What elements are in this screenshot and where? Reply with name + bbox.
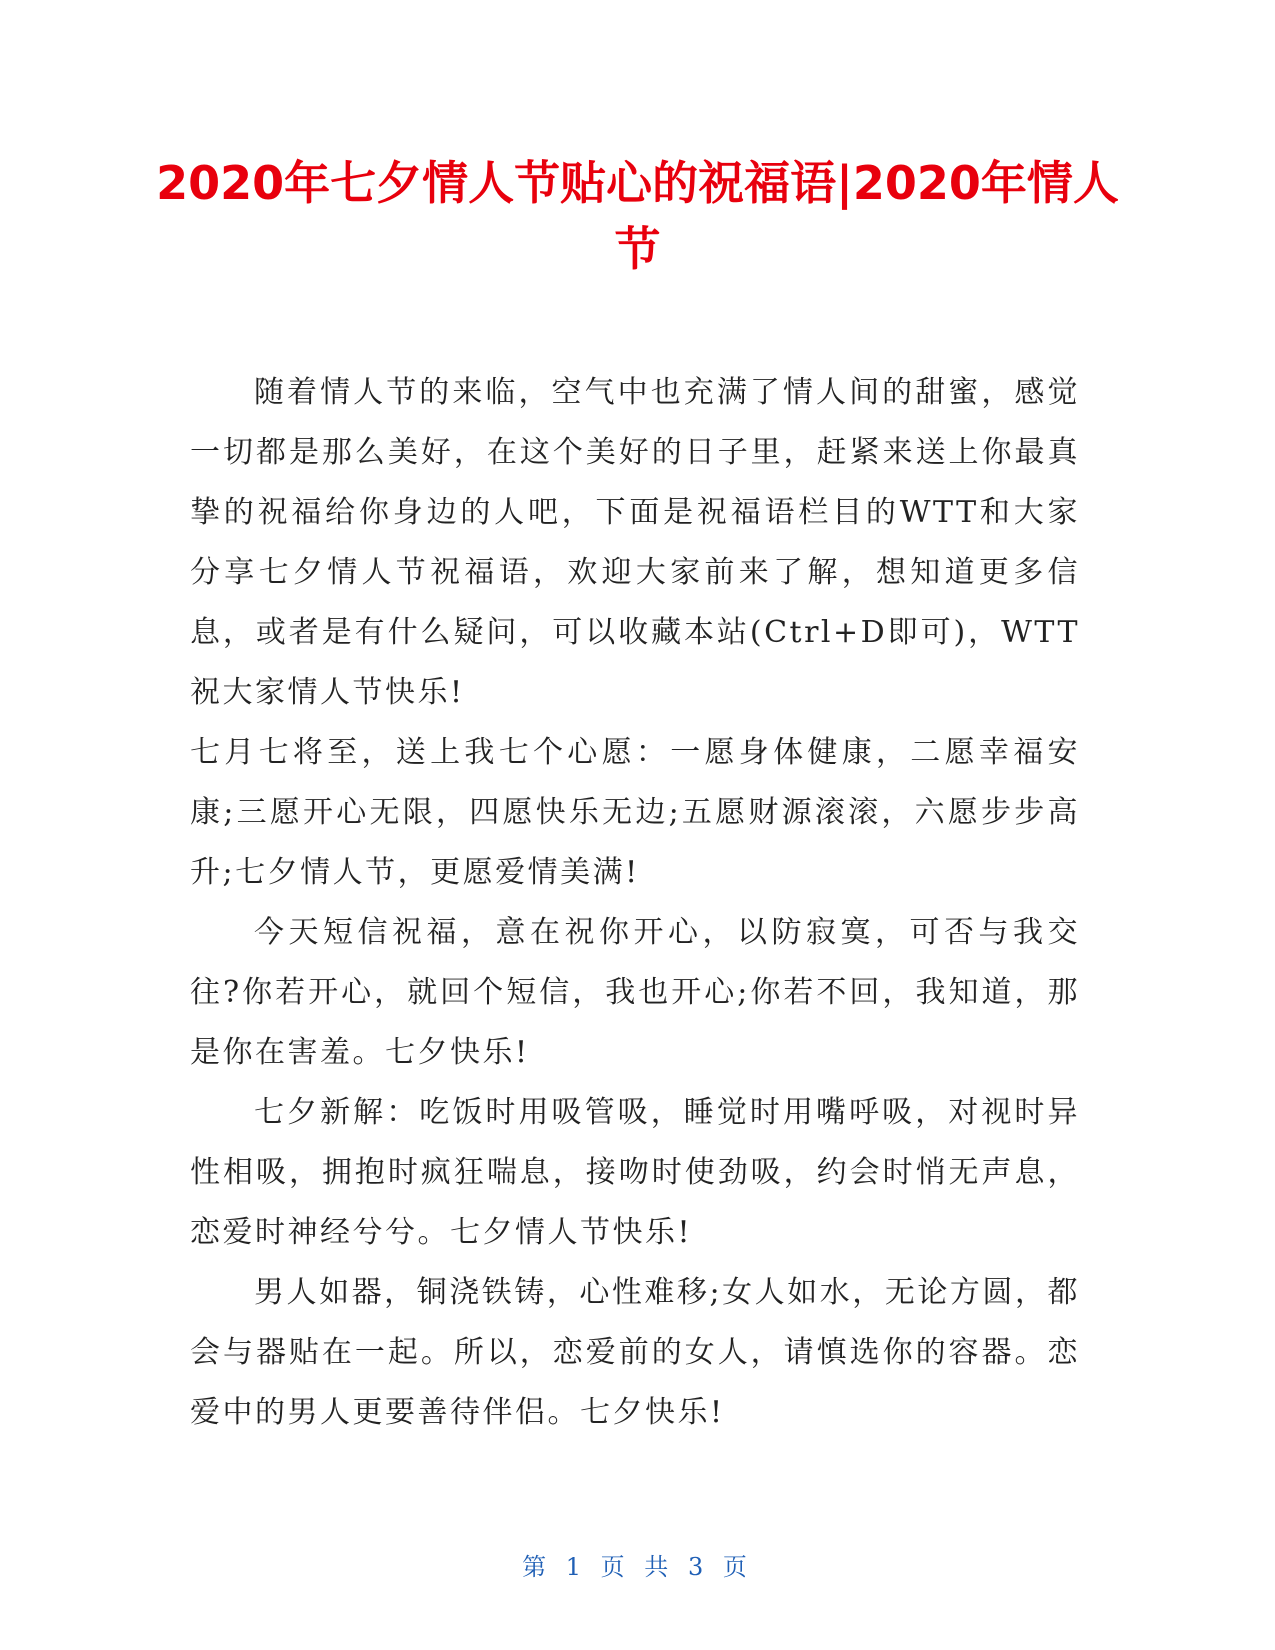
paragraph-man-woman: 男人如器，铜浇铁铸，心性难移;女人如水，无论方圆，都会与器贴在一起。所以，恋爱前的女人，请慎选你的容器。恋爱中的男人更要善待伴侣。七夕快乐! bbox=[190, 1275, 1080, 1430]
paragraph-intro: 随着情人节的来临，空气中也充满了情人间的甜蜜，感觉一切都是那么美好，在这个美好的日子里，赶紧来送上你最真挚的祝福给你身边的人吧，下面是祝福语栏目的WTT和大家分享七夕情人节祝福语，欢迎大家前来了解，想知道更多信息，或者是有什么疑问，可以收藏本站(Ctrl+D即可)，WTT祝大家情人节快乐! bbox=[190, 375, 1080, 710]
page-number: 第 1 页 共 3 页 bbox=[522, 1553, 753, 1581]
paragraph-sms-wish: 今天短信祝福，意在祝你开心，以防寂寞，可否与我交往?你若开心，就回个短信，我也开心;你若不回，我知道，那是你在害羞。七夕快乐! bbox=[190, 915, 1080, 1070]
document-body bbox=[190, 363, 1080, 1443]
paragraph-new-meaning: 七夕新解：吃饭时用吸管吸，睡觉时用嘴呼吸，对视时异性相吸，拥抱时疯狂喘息，接吻时使劲吸，约会时悄无声息，恋爱时神经兮兮。七夕情人节快乐! bbox=[190, 1095, 1080, 1250]
paragraph-wish-seven: 七月七将至，送上我七个心愿：一愿身体健康，二愿幸福安康;三愿开心无限，四愿快乐无边;五愿财源滚滚，六愿步步高升;七夕情人节，更愿爱情美满! bbox=[190, 735, 1080, 890]
page-title: 2020年七夕情人节贴心的祝福语|2020年情人节 bbox=[156, 156, 1119, 276]
